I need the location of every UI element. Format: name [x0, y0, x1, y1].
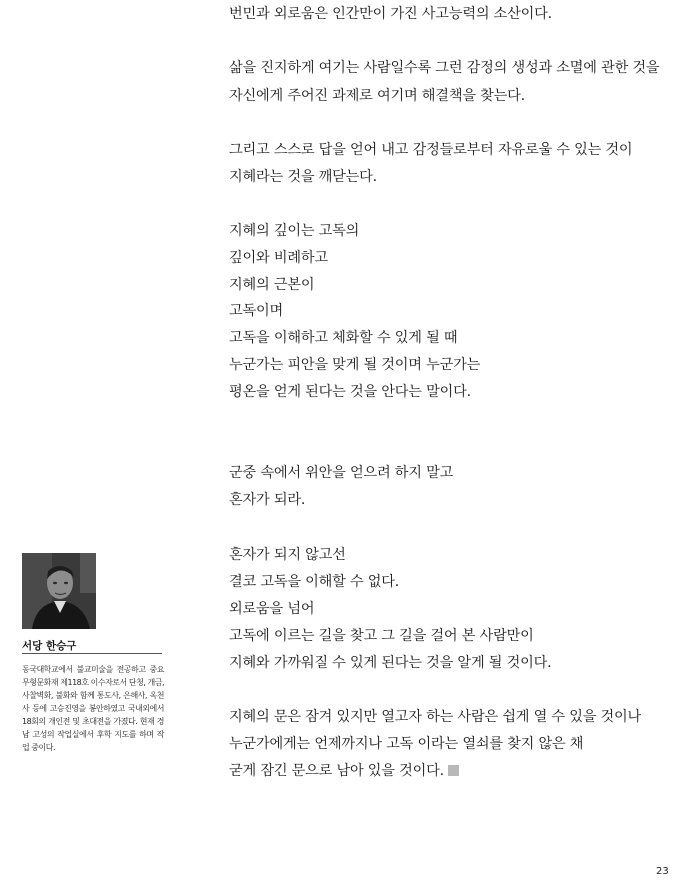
author-portrait-image [22, 553, 96, 629]
body-line: 그리고 스스로 답을 얻어 내고 감정들로부터 자유로울 수 있는 것이 [229, 142, 633, 158]
author-bio: 동국대학교에서 불교미술을 전공하고 중요무형문화재 제118호 이수자로서 단청, 개금, 사찰벽화, 불화와 함께 통도사, 은해사, 옥천사 등에 고승진영을 봉안하였고 국내외에서 18회의 개인전 및 초대전을 가졌다. 현재 경남 고성의 작업실에서 후학 지도를 하며 작업 중이다. [22, 665, 164, 752]
body-line: 번민과 외로움은 인간만이 가진 사고능력의 소산이다. [229, 6, 552, 22]
author-photo [22, 553, 96, 629]
body-line: 고독을 이해하고 체화할 수 있게 될 때 [229, 330, 458, 346]
body-line: 깊이와 비례하고 [229, 250, 328, 266]
end-mark-square [448, 765, 459, 776]
body-line: 지혜라는 것을 깨닫는다. [229, 169, 377, 185]
body-line: 군중 속에서 위안을 얻으려 하지 말고 [229, 465, 454, 481]
author-divider [22, 653, 162, 654]
body-line: 누군가에게는 언제까지나 고독 이라는 열쇠를 찾지 않은 채 [229, 736, 584, 752]
body-line-text: 굳게 잠긴 문으로 남아 있을 것이다. [229, 763, 444, 779]
body-line: 고독이며 [229, 303, 284, 319]
author-name: 서당 한승구 [22, 640, 77, 652]
body-line: 자신에게 주어진 과제로 여기며 해결책을 찾는다. [229, 88, 525, 104]
page-number: 23 [656, 866, 669, 877]
body-line: 혼자가 되라. [229, 492, 306, 508]
body-line-last [229, 761, 459, 781]
body-line: 지혜의 깊이는 고독의 [229, 223, 360, 239]
body-line: 결코 고독을 이해할 수 없다. [229, 574, 400, 590]
body-line: 지혜의 근본이 [229, 277, 315, 293]
body-line: 지혜의 문은 잠겨 있지만 열고자 하는 사람은 쉽게 열 수 있을 것이나 [229, 709, 642, 725]
body-line: 혼자가 되지 않고선 [229, 547, 346, 563]
body-line: 삶을 진지하게 여기는 사람일수록 그런 감정의 생성과 소멸에 관한 것을 [229, 60, 660, 76]
body-line: 고독에 이르는 길을 찾고 그 길을 걸어 본 사람만이 [229, 628, 534, 644]
body-line: 외로움을 넘어 [229, 601, 315, 617]
body-line: 누군가는 피안을 맞게 될 것이며 누군가는 [229, 357, 481, 373]
body-line: 평온을 얻게 된다는 것을 안다는 말이다. [229, 384, 471, 400]
body-line: 지혜와 가까워질 수 있게 된다는 것을 알게 될 것이다. [229, 655, 552, 671]
